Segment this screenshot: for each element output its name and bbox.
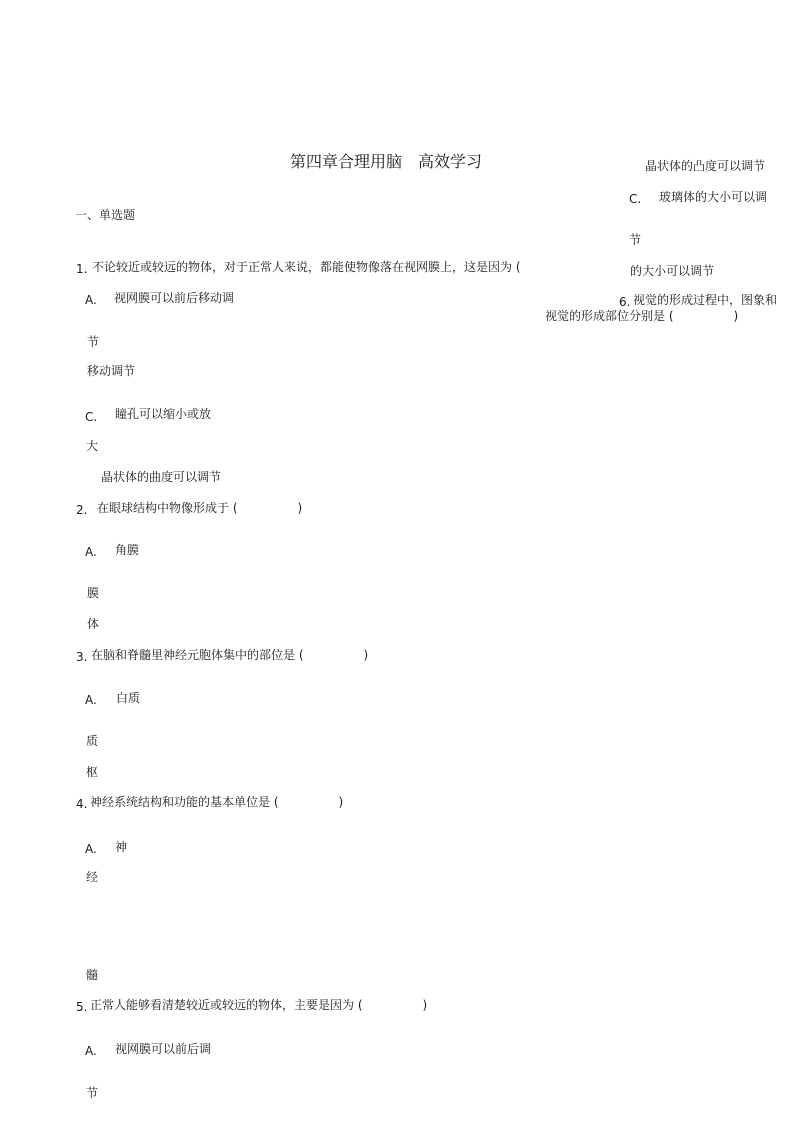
question-1-number: 1.	[76, 262, 88, 276]
question-3-option-a-label: A.	[85, 693, 97, 707]
question-6-text-continued: 视觉的形成部位分别是 ( )	[545, 309, 739, 323]
question-1-option-c-label: C.	[85, 410, 98, 424]
question-5-option-a-label: A.	[85, 1044, 97, 1058]
question-4-text: 神经系统结构和功能的基本单位是 ( )	[90, 795, 344, 809]
question-4-number: 4.	[76, 797, 88, 811]
right-option-c-text: 玻璃体的大小可以调	[659, 190, 768, 204]
question-2-text: 在眼球结构中物像形成于 ( )	[97, 501, 303, 515]
question-4-fragment: 经	[86, 870, 99, 884]
question-1-fragment: 节	[87, 335, 100, 349]
question-4-fragment: 髓	[86, 968, 99, 982]
question-1-option-a-label: A.	[85, 293, 97, 307]
question-2-number: 2.	[76, 503, 88, 517]
question-5-text: 正常人能够看清楚较近或较远的物体，主要是因为 ( )	[90, 998, 428, 1012]
question-6-text: 视觉的形成过程中，图象和	[633, 293, 778, 307]
question-2-fragment: 膜	[87, 586, 100, 600]
right-fragment-line4: 的大小可以调节	[630, 264, 715, 278]
question-3-option-a-text: 白质	[116, 691, 141, 705]
question-4-option-a-text: 神	[115, 840, 128, 854]
question-2-option-a-text: 角膜	[115, 543, 140, 557]
question-3-fragment: 质	[86, 734, 99, 748]
right-fragment-line3: 节	[629, 233, 642, 247]
question-2-option-a-label: A.	[85, 545, 97, 559]
question-6-number: 6.	[619, 295, 631, 309]
question-1-fragment: 晶状体的曲度可以调节	[101, 470, 222, 484]
question-5-number: 5.	[76, 1000, 88, 1014]
question-4-option-a-label: A.	[85, 842, 97, 856]
section-heading: 一、单选题	[75, 208, 136, 222]
question-1-text: 不论较近或较远的物体，对于正常人来说，都能使物像落在视网膜上，这是因为 (	[92, 260, 521, 274]
right-option-c-label: C.	[629, 192, 642, 206]
right-fragment-line1: 晶状体的凸度可以调节	[645, 159, 766, 173]
question-2-fragment: 体	[87, 617, 100, 631]
question-1-fragment: 大	[86, 439, 99, 453]
question-3-number: 3.	[76, 650, 88, 664]
question-1-option-c-text: 瞳孔可以缩小或放	[115, 407, 212, 421]
question-5-option-a-text: 视网膜可以前后调	[115, 1042, 212, 1056]
question-1-fragment: 移动调节	[87, 364, 136, 378]
question-3-fragment: 枢	[86, 765, 99, 779]
page-title: 第四章合理用脑 高效学习	[290, 152, 483, 171]
question-1-option-a-text: 视网膜可以前后移动调	[114, 291, 235, 305]
question-3-text: 在脑和脊髓里神经元胞体集中的部位是 ( )	[91, 648, 369, 662]
question-5-fragment: 节	[86, 1086, 99, 1100]
